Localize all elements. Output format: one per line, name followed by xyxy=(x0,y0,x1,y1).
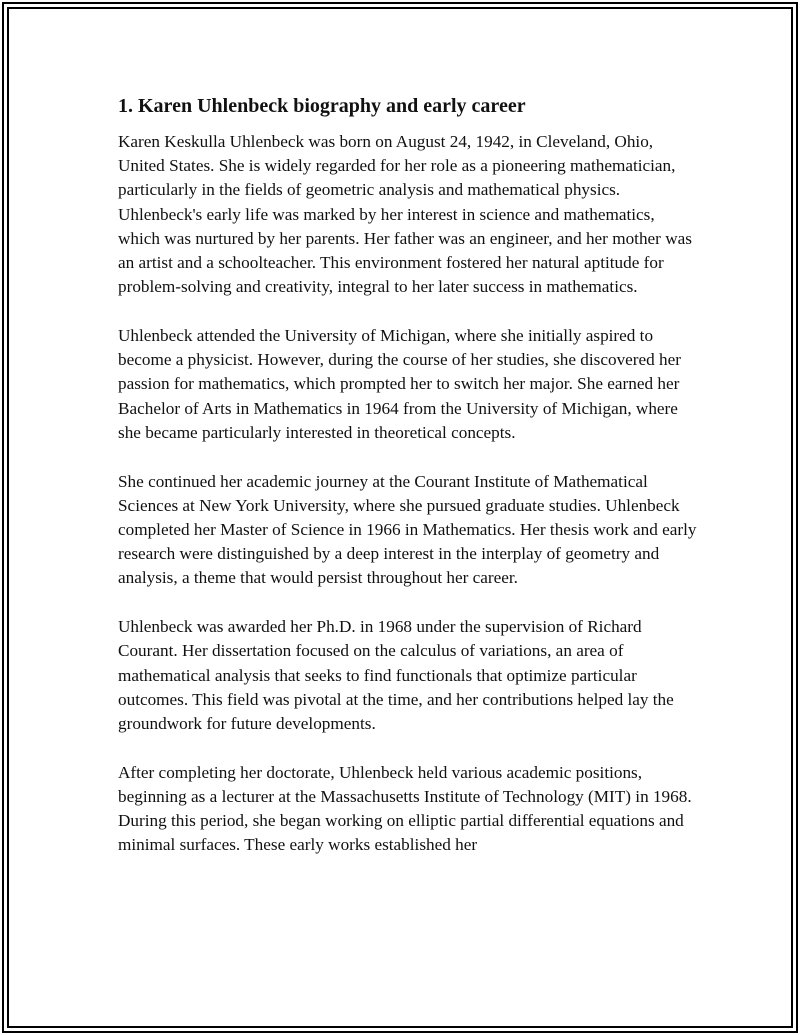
paragraph-mit-career: After completing her doctorate, Uhlenbeck held various academic positions, beginning as a lecturer at the Massachusetts Institute of Technology (MIT) in 1968. During this period, she began working on elliptic partial differential equations and minimal surfaces. These early works established her xyxy=(118,762,692,855)
paragraph-phd: Uhlenbeck was awarded her Ph.D. in 1968 under the supervision of Richard Courant. Her dissertation focused on the calculus of variations, an area of mathematical analysis that seeks to find functionals that optimize particular outcomes. This field was pivotal at the time, and her contributions helped lay the groundwork for future developments. xyxy=(118,617,674,734)
document-body xyxy=(118,93,698,882)
paragraph-early-life: Karen Keskulla Uhlenbeck was born on August 24, 1942, in Cleveland, Ohio, United States. She is widely regarded for her role as a pioneering mathematician, particularly in the fields of geometric analysis and mathematical physics. Uhlenbeck's early life was marked by her interest in science and mathematics, which was nurtured by her parents. Her father was an engineer, and her mother was an artist and a schoolteacher. This environment fostered her natural aptitude for problem-solving and creativity, integral to her later success in mathematics. xyxy=(118,132,692,297)
paragraph-courant-institute: She continued her academic journey at the Courant Institute of Mathematical Sciences at New York University, where she pursued graduate studies. Uhlenbeck completed her Master of Science in 1966 in Mathematics. Her thesis work and early research were distinguished by a deep interest in the interplay of geometry and analysis, a theme that would persist throughout her career. xyxy=(118,471,697,588)
paragraph-university-of-michigan: Uhlenbeck attended the University of Michigan, where she initially aspired to become a physicist. However, during the course of her studies, she discovered her passion for mathematics, which prompted her to switch her major. She earned her Bachelor of Arts in Mathematics in 1964 from the University of Michigan, where she became particularly interested in theoretical concepts. xyxy=(118,326,681,442)
section-heading: 1. Karen Uhlenbeck biography and early career xyxy=(118,95,526,117)
